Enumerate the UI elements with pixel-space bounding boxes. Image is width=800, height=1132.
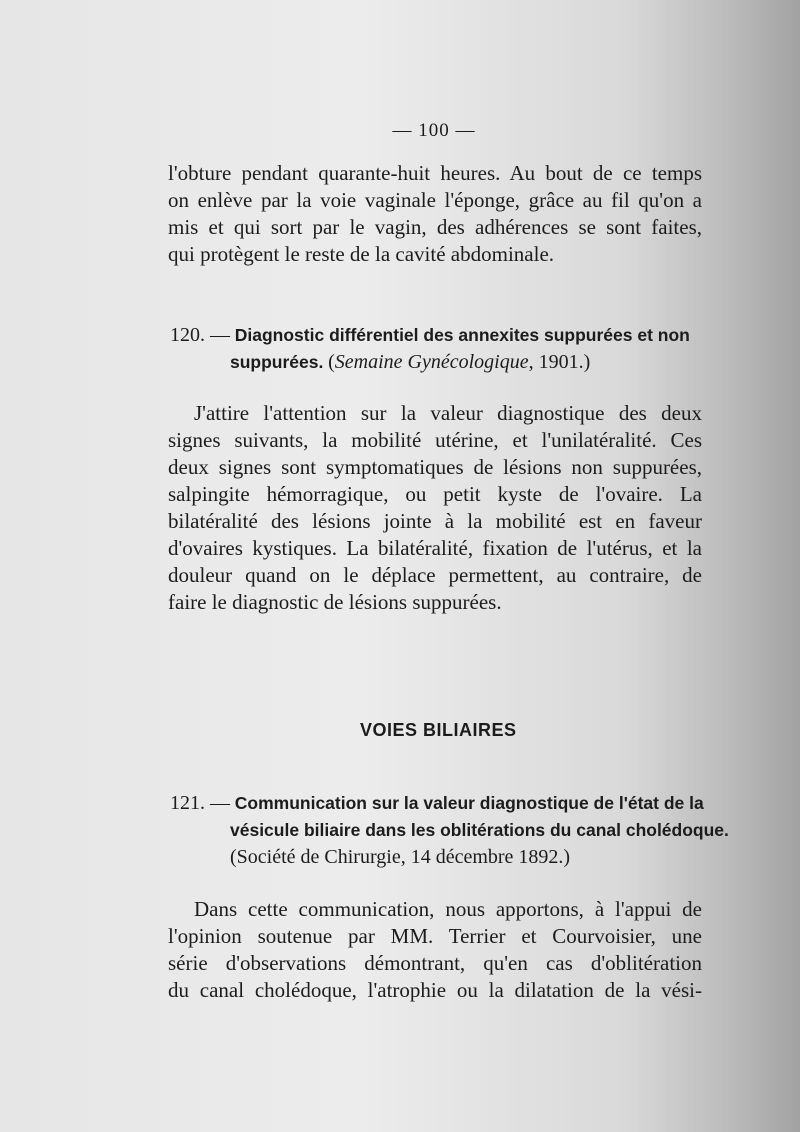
text-line: J'attire l'attention sur la valeur diagnostique des deux [194,401,702,425]
paragraph-entry-120 [168,400,702,616]
text-line: du canal cholédoque, l'atrophie ou la dilatation de la vési- [168,978,702,1002]
paragraph-entry-121 [168,896,702,1004]
entry-source: (Semaine Gynécologique, 1901.) [328,351,591,373]
text-line: l'opinion soutenue par MM. Terrier et Courvoisier, une [168,924,702,948]
text-line: salpingite hémorragique, ou petit kyste de l'ovaire. La [168,482,702,506]
text-line: l'obture pendant quarante-huit heures. Au bout de ce temps [168,161,702,185]
entry-number: 121. — [170,792,230,814]
text-line: série d'observations démontrant, qu'en cas d'oblitération [168,951,702,975]
paragraph-continuation [168,160,702,268]
entry-title-continuation: suppurées. [230,352,324,372]
text-line: faire le diagnostic de lésions suppurées. [168,590,502,614]
entry-title: Diagnostic différentiel des annexites suppurées et non [234,325,690,345]
text-line: douleur quand on le déplace permettent, au contraire, de [168,563,702,587]
entry-120-heading [170,322,710,376]
text-line: signes suivants, la mobilité utérine, et l'unilatéralité. Ces [168,428,702,452]
text-line: bilatéralité des lésions jointe à la mobilité est en faveur [168,509,702,533]
entry-121-heading [170,790,729,871]
text-line: on enlève par la voie vaginale l'éponge, grâce au fil qu'on a [168,188,702,212]
page-number: — 100 — [392,120,476,141]
entry-source: (Société de Chirurgie, 14 décembre 1892.) [230,846,571,868]
section-heading: VOIES BILIAIRES [360,720,517,740]
journal-name: Semaine Gynécologique [334,351,529,373]
entry-number: 120. — [170,324,230,346]
text-line: Dans cette communication, nous apportons, à l'appui de [194,897,702,921]
text-line: mis et qui sort par le vagin, des adhérences se sont faites, [168,215,702,239]
entry-title: Communication sur la valeur diagnostique de l'état de la [234,793,704,813]
text-line: deux signes sont symptomatiques de lésions non suppurées, [168,455,702,479]
entry-title-continuation: vésicule biliaire dans les oblitérations du canal cholédoque. [230,820,729,840]
text-line: qui protègent le reste de la cavité abdominale. [168,242,555,266]
text-line: d'ovaires kystiques. La bilatéralité, fixation de l'utérus, et la [168,536,702,560]
